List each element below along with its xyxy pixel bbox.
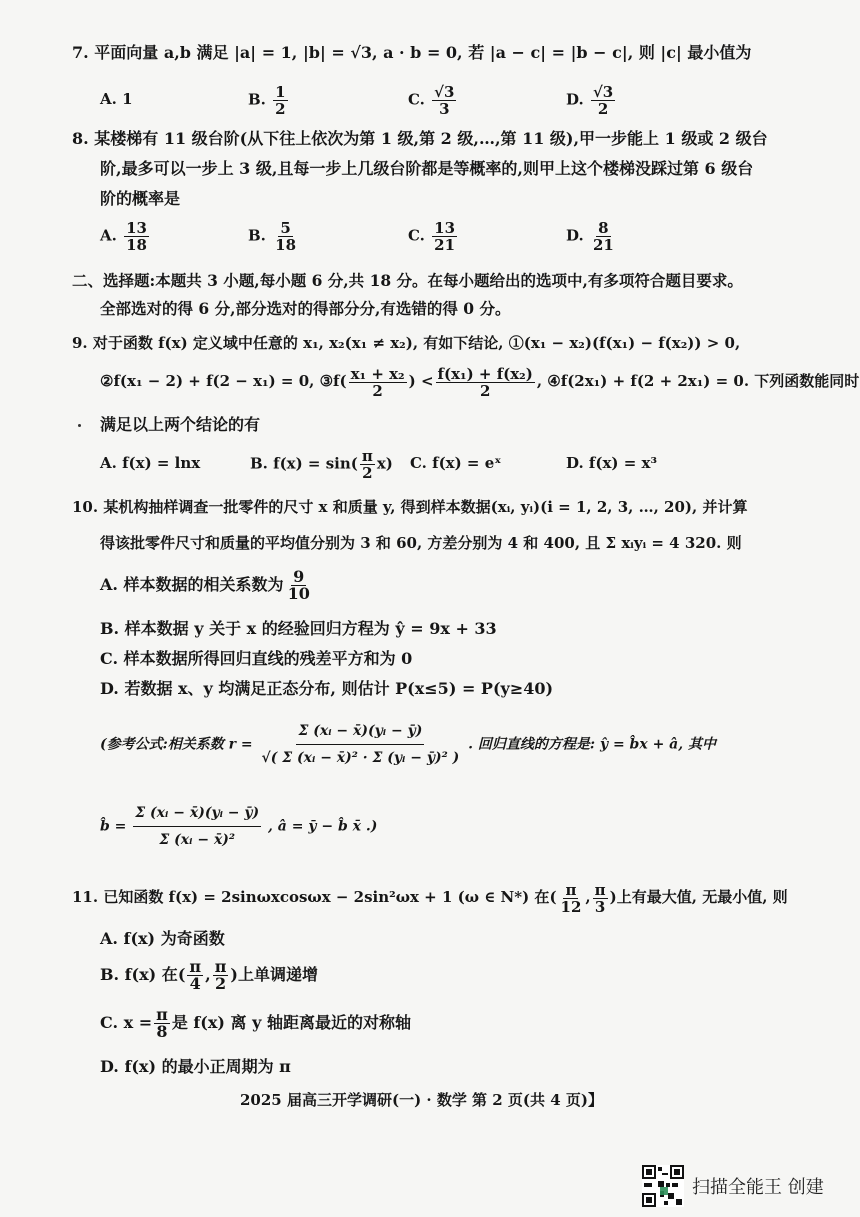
page-footer: 2025 届高三开学调研(一) · 数学 第 2 页(共 4 页)】 [240,1091,604,1109]
q7-option-d: D. $\frac{√3}{2}$ [566,83,614,118]
q10-option-b: B. 样本数据 y 关于 x 的经验回归方程为 ŷ = 9x + 33 [100,619,497,638]
q11-option-a: A. f(x) 为奇函数 [100,929,225,948]
q7-stem: 7. 平面向量 a,b 满足 |a| = 1, |b| = √3, a · b = 0, 若 |a − c| = |b − c|, 则 |c| 最小值为 [72,43,752,62]
q9-line-2: ②f(x₁ − 2) + f(2 − x₁) = 0, ③f( $\frac{\text{x₁ + x₂}}{2}$ ) < $\frac{\text{f(x₁) + f(x₂)}}{2}$ , ④f(2x₁) + f(2 + 2x₁) = 0. 下列函数能同时 [100,364,860,400]
qr-code-icon [642,1165,684,1207]
reference-formula-r: (参考公式:相关系数 r = $\frac{\text{Σ (xᵢ − x̄)(yᵢ − ȳ)}}{\text{√( Σ (xᵢ − x̄)² · Σ (yᵢ − ȳ)² )}}$ . 回归直线的方程是: ŷ = b̂x + â, 其中 [100,718,716,771]
q10-option-a: A. 样本数据的相关系数为 $\frac{9}{10}$ [100,567,310,603]
q11-stem: 11. 已知函数 f(x) = 2sinωxcosωx − 2sin²ωx + 1 (ω ∈ N*) 在( $\frac{\pi}{12}$ , $\frac{\pi}{3}$ )上有最大值, 无最小值, 则 [72,880,788,916]
scanner-watermark [642,1165,824,1207]
q9-line-1: 9. 对于函数 f(x) 定义域中任意的 x₁, x₂(x₁ ≠ x₂), 有如下结论, ①(x₁ − x₂)(f(x₁) − f(x₂)) > 0, [72,334,741,352]
q7-option-c: C. $\frac{√3}{3}$ [408,83,455,118]
q10-line-2: 得该批零件尺寸和质量的平均值分别为 3 和 60, 方差分别为 4 和 400, 且 Σ xᵢyᵢ = 4 320. 则 [100,534,742,552]
q8-line-1: 8. 某楼梯有 11 级台阶(从下往上依次为第 1 级,第 2 级,…,第 11 级),甲一步能上 1 级或 2 级台 [72,129,768,148]
reference-formula-b-hat: b̂ = $\frac{\text{Σ (xᵢ − x̄)(yᵢ − ȳ)}}{\text{Σ (xᵢ − x̄)²}}$ , â = ȳ − b̂ x̄ .) [100,800,377,853]
q8-option-a: A. $\frac{13}{18}$ [100,219,147,254]
q8-option-d: D. $\frac{8}{21}$ [566,219,614,254]
q9-option-d: D. f(x) = x³ [566,454,658,472]
section-2-instructions: 全部选对的得 6 分,部分选对的得部分分,有选错的得 0 分。 [100,299,511,318]
q7-options [100,84,700,120]
q8-options [100,220,700,256]
q11-option-c: C. x = $\frac{\pi}{8}$ 是 f(x) 离 y 轴距离最近的对称轴 [100,1005,411,1041]
scan-speck [78,424,81,427]
q8-option-b: B. $\frac{5}{18}$ [248,219,297,254]
q9-option-a: A. f(x) = lnx [100,454,201,472]
scanner-brand-text: 扫描全能王 创建 [692,1177,824,1198]
q7-option-b: B. $\frac{1}{2}$ [248,83,286,118]
q9-line-3: 满足以上两个结论的有 [100,415,261,434]
q9-option-c: C. f(x) = eˣ [410,454,502,472]
q7-option-a: A. 1 [100,90,133,108]
q11-option-b: B. f(x) 在( $\frac{\pi}{4}$ , $\frac{\pi}{2}$ )上单调递增 [100,957,318,993]
q9-option-b: B. f(x) = sin( $\frac{\pi}{2}$ x) [250,447,393,482]
q8-line-3: 阶的概率是 [100,189,181,208]
q8-line-2: 阶,最多可以一步上 3 级,且每一步上几级台阶都是等概率的,则甲上这个楼梯没踩过第 6 级台 [100,159,754,178]
q10-line-1: 10. 某机构抽样调查一批零件的尺寸 x 和质量 y, 得到样本数据(xᵢ, yᵢ)(i = 1, 2, 3, …, 20), 并计算 [72,498,748,516]
section-2-header: 二、选择题:本题共 3 小题,每小题 6 分,共 18 分。在每小题给出的选项中,有多项符合题目要求。 [72,271,743,290]
q8-option-c: C. $\frac{13}{21}$ [408,219,456,254]
q9-options [100,448,740,484]
q10-option-d: D. 若数据 x、y 均满足正态分布, 则估计 P(x≤5) = P(y≥40) [100,679,554,698]
q11-option-d: D. f(x) 的最小正周期为 π [100,1057,291,1076]
q10-option-c: C. 样本数据所得回归直线的残差平方和为 0 [100,649,413,668]
